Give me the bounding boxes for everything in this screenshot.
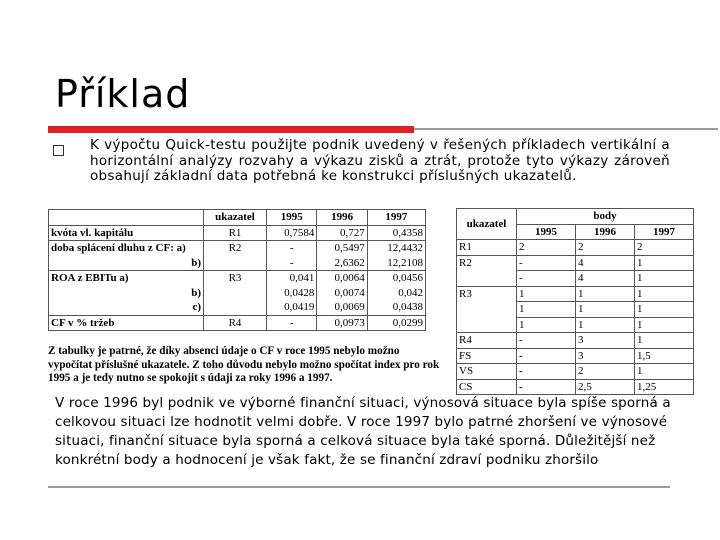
table-cell: 0,5497 [317, 241, 367, 256]
table-cell [457, 302, 517, 318]
table-cell: 2 [576, 364, 635, 380]
table-cell: 0,4358 [367, 225, 425, 241]
table-cell: 12,4432 [367, 241, 425, 256]
table-cell [204, 300, 267, 315]
table-cell: 0,042 [367, 286, 425, 301]
table-header-cell: 1997 [635, 224, 694, 240]
table-cell: 0,0299 [367, 315, 425, 331]
table-header-cell: body [517, 209, 694, 225]
table-cell: 1 [576, 317, 635, 333]
bullet-square-icon [53, 145, 64, 156]
table-cell: CS [457, 379, 517, 395]
bullet-text: K výpočtu Quick-testu použijte podnik uvedený v řešených příkladech vertikální a horizontální analýzy rozvahy a výkazu zisků a ztrát, protože tyto výkazy zároveň obsahují základní data potřebná ke konstrukci příslušných ukazatelů. [90, 137, 670, 184]
table-cell: 1 [635, 271, 694, 287]
table-row [457, 271, 694, 287]
table-cell: 1 [517, 302, 576, 318]
table-cell: 1 [635, 333, 694, 349]
table-cell: R3 [457, 286, 517, 302]
table-cell: 0,0069 [317, 300, 367, 315]
table-cell: 2 [635, 240, 694, 256]
table-cell: 1 [635, 317, 694, 333]
table-cell: 1 [635, 364, 694, 380]
table-cell: 12,2108 [367, 256, 425, 271]
table-cell: 0,727 [317, 225, 367, 241]
table-cell: 2,5 [576, 379, 635, 395]
table-header-cell: 1995 [267, 210, 317, 226]
table-cell: - [267, 241, 317, 256]
table-header-cell: ukazatel [457, 209, 517, 240]
table-cell: 1 [517, 286, 576, 302]
table-cell: - [517, 364, 576, 380]
table-cell: VS [457, 364, 517, 380]
table-row [457, 317, 694, 333]
table-row [457, 333, 694, 349]
table-cell: R1 [457, 240, 517, 256]
table-header-cell: 1996 [576, 224, 635, 240]
table-cell: 0,0456 [367, 271, 425, 286]
table-cell: - [517, 379, 576, 395]
table-header-cell: ukazatel [204, 210, 267, 226]
table-cell: - [517, 348, 576, 364]
table-cell: b) [49, 256, 204, 271]
table-cell [49, 210, 204, 226]
table-header-row [457, 209, 694, 225]
table-row [49, 256, 426, 271]
table-cell: b) [49, 286, 204, 301]
table-cell: R4 [204, 315, 267, 331]
table-row [457, 240, 694, 256]
table-cell: 2 [517, 240, 576, 256]
table-cell [204, 256, 267, 271]
table-cell: 0,0428 [267, 286, 317, 301]
table-cell: 1 [576, 302, 635, 318]
table-row [49, 300, 426, 315]
table-row [49, 286, 426, 301]
table-cell: ROA z EBITu a) [49, 271, 204, 286]
table-row [457, 286, 694, 302]
table-row [457, 348, 694, 364]
table-cell: - [517, 271, 576, 287]
table-row [49, 315, 426, 331]
table-cell: - [267, 315, 317, 331]
table-cell: 3 [576, 333, 635, 349]
table-cell: 0,0074 [317, 286, 367, 301]
table-cell: R2 [204, 241, 267, 256]
table-cell: 0,0419 [267, 300, 317, 315]
table-cell: 4 [576, 271, 635, 287]
table-cell: 1,25 [635, 379, 694, 395]
footer-rule [48, 486, 670, 488]
table-header-cell: 1997 [367, 210, 425, 226]
table-row [49, 225, 426, 241]
table-cell: 0,0438 [367, 300, 425, 315]
table-header-row [49, 210, 426, 226]
score-table [456, 208, 694, 395]
table-cell: - [517, 255, 576, 271]
table-row [457, 302, 694, 318]
table-cell: 0,041 [267, 271, 317, 286]
slide-title: Příklad [55, 72, 191, 116]
table-cell: 1 [635, 255, 694, 271]
table-cell: 2 [576, 240, 635, 256]
table-row [457, 364, 694, 380]
table-cell: 1 [576, 286, 635, 302]
table-cell: - [267, 256, 317, 271]
title-underline-gray [414, 128, 718, 130]
table-note: Z tabulky je patrné, že díky absenci údaje o CF v roce 1995 nebylo možno vypočítat příslušné ukazatele. Z toho důvodu nebylo možno spočítat index pro rok 1995 a je tedy nutno se spokojit s údaji za roky 1996 a 1997. [48, 345, 440, 384]
table-cell: c) [49, 300, 204, 315]
table-cell: 1 [635, 286, 694, 302]
table-header-cell: 1995 [517, 224, 576, 240]
table-cell [457, 271, 517, 287]
table-row [49, 271, 426, 286]
table-cell [204, 286, 267, 301]
title-underline-red [48, 126, 414, 133]
table-cell: 0,7584 [267, 225, 317, 241]
table-header-cell: 1996 [317, 210, 367, 226]
table-cell: 1 [517, 317, 576, 333]
table-row [457, 379, 694, 395]
table-cell: CF v % tržeb [49, 315, 204, 331]
table-cell: kvóta vl. kapitálu [49, 225, 204, 241]
table-cell: R1 [204, 225, 267, 241]
table-cell: R2 [457, 255, 517, 271]
table-cell: doba splácení dluhu z CF: a) [49, 241, 204, 256]
table-cell: 3 [576, 348, 635, 364]
table-cell: - [517, 333, 576, 349]
table-cell: FS [457, 348, 517, 364]
indicator-values-table [48, 209, 426, 331]
table-cell: R4 [457, 333, 517, 349]
table-cell: 4 [576, 255, 635, 271]
table-cell: 1 [635, 302, 694, 318]
table-cell: R3 [204, 271, 267, 286]
table-cell [457, 317, 517, 333]
conclusion-paragraph: V roce 1996 byl podnik ve výborné finanční situaci, výnosová situace byla spíše sporná a celkovou situaci lze hodnotit velmi dobře. V roce 1997 bylo patrné zhoršení ve výnosové situaci, finanční situace byla sporná a celková situace byla také sporná. Důležitější než konkrétní body a hodnocení je však fakt, že se finanční zdraví podniku zhoršilo [55, 395, 671, 468]
table-cell: 2,6362 [317, 256, 367, 271]
table-cell: 0,0973 [317, 315, 367, 331]
table-cell: 0,0064 [317, 271, 367, 286]
table-cell: 1,5 [635, 348, 694, 364]
table-row [457, 255, 694, 271]
table-row [49, 241, 426, 256]
